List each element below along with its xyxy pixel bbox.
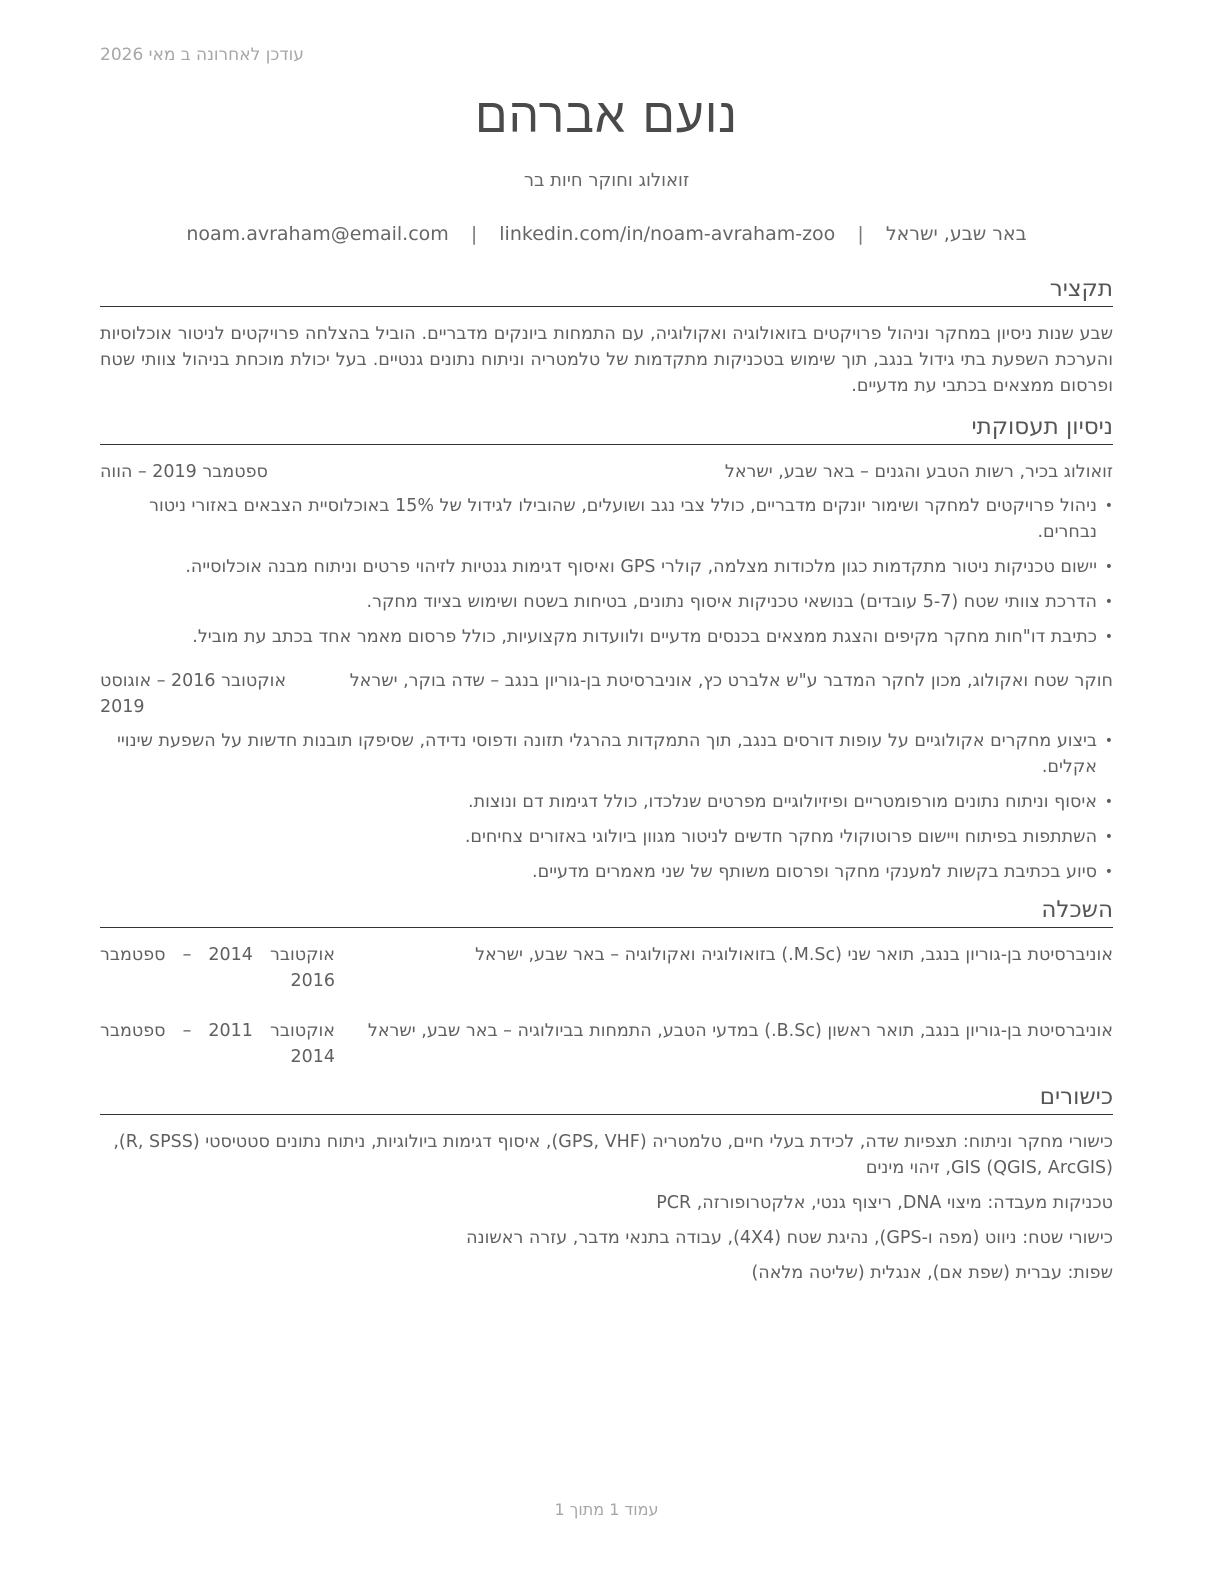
skills-heading: כישורים bbox=[100, 1082, 1113, 1115]
summary-section bbox=[100, 274, 1113, 399]
skills-line: כישורי מחקר וניתוח: תצפיות שדה, לכידת בעלי חיים, טלמטריה (GPS, VHF), איסוף דגימות ביולוגיות, ניתוח נתונים סטטיסטי (R, SPSS), GIS (QGIS, ArcGIS), זיהוי מינים bbox=[113, 1132, 1113, 1178]
job-bullet: • איסוף וניתוח נתונים מורפומטריים ופיזיולוגיים מפרטים שנלכדו, כולל דגימות דם ונוצות. bbox=[100, 789, 1113, 815]
contact-linkedin[interactable]: linkedin.com/in/noam-avraham-zoo bbox=[499, 223, 836, 245]
education-dates: אוקטובר 2011 – ספטמבר 2014 bbox=[100, 1021, 335, 1067]
summary-text: שבע שנות ניסיון במחקר וניהול פרויקטים בזואולוגיה ואקולוגיה, עם התמחות ביונקים מדבריים. הוביל בהצלחה פרויקטים לניטור אוכלוסיות והערכת השפעת בתי גידול בנגב, תוך שימוש בטכניקות מתקדמות של טלמטריה וניתוח נתונים גנטיים. בעל יכולת מוכחת בניהול צוותי שטח ופרסום ממצאים בכתבי עת מדעיים. bbox=[100, 324, 1113, 396]
job-bullet: • יישום טכניקות ניטור מתקדמות כגון מלכודות מצלמה, קולרי GPS ואיסוף דגימות גנטיות לזיהוי פרטים וניתוח מבנה אוכלוסייה. bbox=[100, 554, 1113, 580]
job-bullet: • כתיבת דו"חות מחקר מקיפים והצגת ממצאים בכנסים מדעיים ולוועדות מקצועיות, כולל פרסום מאמר אחד בכתב עת מוביל. bbox=[100, 624, 1113, 650]
candidate-name: נועם אברהם bbox=[475, 88, 738, 144]
education-section bbox=[100, 895, 1113, 1070]
job-bullets bbox=[100, 728, 1113, 885]
skills-section bbox=[100, 1082, 1113, 1286]
experience-heading: ניסיון תעסוקתי bbox=[100, 412, 1113, 445]
job-dates: אוקטובר 2016 – אוגוסט 2019 bbox=[100, 671, 287, 717]
job-bullet: • הדרכת צוותי שטח (5-7 עובדים) בנושאי טכניקות איסוף נתונים, בטיחות בשטח ושימוש בציוד מחקר. bbox=[100, 589, 1113, 615]
contact-line bbox=[100, 223, 1113, 245]
summary-heading: תקציר bbox=[100, 274, 1113, 307]
contact-separator: | bbox=[470, 223, 478, 245]
job-dates: ספטמבר 2019 – הווה bbox=[100, 462, 268, 482]
candidate-title: זואולוג וחוקר חיות בר bbox=[523, 170, 690, 191]
job-bullet: • סיוע בכתיבת בקשות למענקי מחקר ופרסום משותף של שני מאמרים מדעיים. bbox=[100, 859, 1113, 885]
education-heading: השכלה bbox=[100, 895, 1113, 928]
contact-location: באר שבע, ישראל bbox=[885, 223, 1027, 245]
job-bullets bbox=[100, 493, 1113, 650]
job-bullet: • השתתפות בפיתוח ויישום פרוטוקולי מחקר חדשים לניטור מגוון ביולוגי באזורים צחיחים. bbox=[100, 824, 1113, 850]
education-title: אוניברסיטת בן-גוריון בנגב, תואר שני (M.Sc.) בזואולוגיה ואקולוגיה – באר שבע, ישראל bbox=[475, 945, 1113, 965]
contact-email[interactable]: noam.avraham@email.com bbox=[186, 223, 449, 245]
job-title: חוקר שטח ואקולוג, מכון לחקר המדבר ע"ש אלברט כץ, אוניברסיטת בן-גוריון בנגב – שדה בוקר, ישראל bbox=[349, 671, 1113, 691]
job-bullet: • ביצוע מחקרים אקולוגיים על עופות דורסים בנגב, תוך התמקדות בהרגלי תזונה ודפוסי נדידה, שסיפקו תובנות חדשות על השפעת שינויי אקלים. bbox=[100, 728, 1113, 780]
job-entry bbox=[100, 668, 1113, 885]
page-number: עמוד 1 מתוך 1 bbox=[554, 1500, 659, 1519]
skills-line: שפות: עברית (שפת אם), אנגלית (שליטה מלאה) bbox=[751, 1263, 1113, 1283]
experience-section bbox=[100, 412, 1113, 894]
job-header bbox=[100, 459, 1113, 485]
last-updated-note: עודכן לאחרונה ב מאי 2026 bbox=[100, 45, 304, 65]
education-title: אוניברסיטת בן-גוריון בנגב, תואר ראשון (B.Sc.) במדעי הטבע, התמחות בביולוגיה – באר שבע, ישראל bbox=[367, 1021, 1113, 1041]
contact-separator: | bbox=[857, 223, 864, 245]
education-dates: אוקטובר 2014 – ספטמבר 2016 bbox=[100, 945, 335, 991]
job-title: זואולוג בכיר, רשות הטבע והגנים – באר שבע, ישראל bbox=[724, 462, 1113, 482]
education-entry bbox=[100, 1018, 1113, 1070]
skills-line: טכניקות מעבדה: מיצוי DNA, ריצוף גנטי, אלקטרופורזה, PCR bbox=[656, 1193, 1113, 1213]
resume-page bbox=[100, 0, 1113, 1584]
education-entry bbox=[100, 942, 1113, 994]
job-entry bbox=[100, 459, 1113, 650]
job-bullet: • ניהול פרויקטים למחקר ושימור יונקים מדבריים, כולל צבי נגב ושועלים, שהובילו לגידול של 15% באוכלוסיית הצבאים באזורי ניטור נבחרים. bbox=[100, 493, 1113, 545]
skills-line: כישורי שטח: ניווט (מפה ו-GPS), נהיגת שטח (4X4), עבודה בתנאי מדבר, עזרה ראשונה bbox=[466, 1228, 1113, 1248]
job-header bbox=[100, 668, 1113, 720]
